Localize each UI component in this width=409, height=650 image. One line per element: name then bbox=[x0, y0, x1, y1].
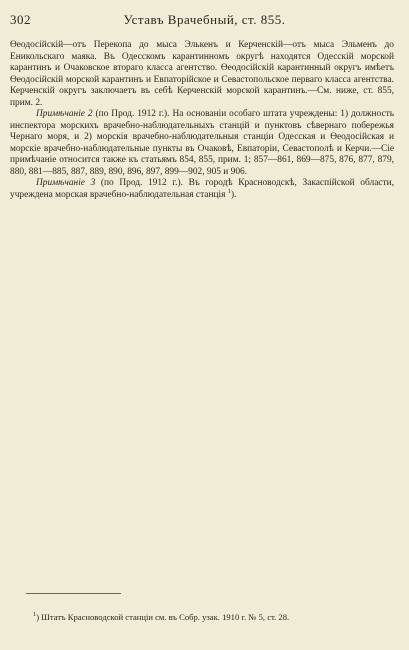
footnote-marker: 1 bbox=[33, 611, 37, 618]
page-number: 302 bbox=[10, 12, 31, 27]
note-3-label: Примѣчаніе 3 bbox=[36, 178, 96, 188]
note-3 bbox=[10, 178, 394, 201]
body-text bbox=[10, 40, 394, 201]
note-2-text: (по Прод. 1912 г.). На основаніи особаго штата учреждены: 1) должность инспектора морскихъ врачебно-наблюдательныхъ станцій и пунктовъ сѣвернаго побережья Чернаго моря, и 2) морскія врачебно-наблюдательныя станціи Одесская и Өеодосійская и морскіе врачебно-наблюдательные пункты въ Очаковѣ, Евпаторіи, Севастополѣ и Керчи.—Сіе примѣчаніе относится также къ статьямъ 854, 855, прим. 1; 857—861, 869—875, 876, 877, 879, 880, 881—885, 887, 889, 890, 896, 897, 899—902, 905 и 906. bbox=[10, 109, 394, 177]
footnote bbox=[33, 612, 393, 623]
paragraph-continuation: Өеодосійскій—отъ Перекопа до мыса Элькенъ и Керченскій—отъ мыса Эльменъ до Еникольскаго маяка. Въ Одесскомъ карантинномъ округѣ находятся Одесскій морской карантинъ и Очаковское втораго класса агентство. Өеодосійскій карантинный округъ имѣетъ Өеодосійскій морской карантинъ и Евпаторійское и Севастопольское перваго класса агентства. Керченскій округъ заключаетъ въ себѣ Керченскій морской карантинъ.—См. ниже, ст. 855, прим. 2. bbox=[10, 40, 394, 108]
running-head: Уставъ Врачебный, ст. 855. bbox=[123, 12, 286, 27]
footnote-text: ) Штатъ Красноводской станціи см. въ Собр. узак. 1910 г. № 5, ст. 28. bbox=[36, 612, 290, 622]
note-3-text: (по Прод. 1912 г.). Въ городѣ Красноводскѣ, Закаспійской области, учреждена морская врачебно-наблюдательная станція bbox=[10, 178, 394, 200]
footnote-rule bbox=[26, 593, 121, 594]
note-3-end: ). bbox=[230, 189, 237, 200]
note-2-label: Примѣчаніе 2 bbox=[36, 109, 93, 119]
note-2 bbox=[10, 109, 394, 178]
footnote-reference[interactable]: 1 bbox=[227, 187, 231, 195]
